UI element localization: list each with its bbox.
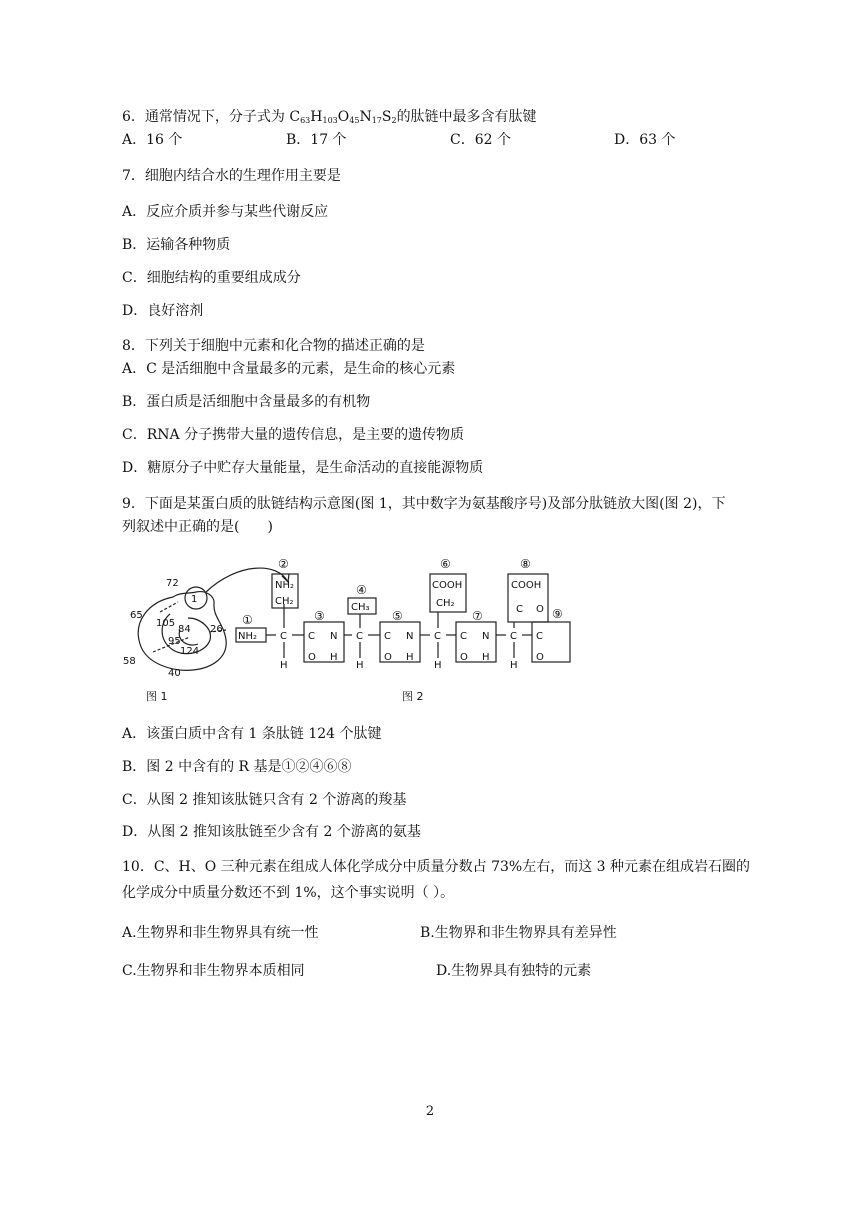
- fig2-o-2: O: [384, 652, 392, 663]
- q10-option-b: B.生物界和非生物界具有差异性: [420, 925, 617, 941]
- fig2-c-alpha-2: C: [356, 631, 363, 642]
- fig2-c-alpha-4: C: [510, 631, 517, 642]
- q6-option-a: A．16 个: [122, 132, 183, 148]
- label-5: ⑤: [392, 609, 403, 623]
- q9-option-a: A．该蛋白质中含有 1 条肽链 124 个肽键: [122, 726, 382, 742]
- q8-option-a: A．C 是活细胞中含量最多的元素，是生命的核心元素: [122, 361, 456, 377]
- question-10-stem-line1: 10．C、H、O 三种元素在组成人体化学成分中质量分数占 73%左右，而这 3 种元素在组成岩石圈的: [122, 859, 751, 875]
- q8-option-d: D．糖原分子中贮存大量能量，是生命活动的直接能源物质: [122, 460, 484, 476]
- fig1-num-40: 40: [168, 668, 181, 679]
- q6-option-c: C．62 个: [450, 132, 511, 148]
- q6-option-b: B．17 个: [286, 132, 347, 148]
- q10-option-d: D.生物界具有独特的元素: [436, 963, 592, 979]
- fig2-r2-nh2: NH₂: [275, 580, 295, 591]
- q6-s: S: [381, 109, 392, 125]
- fig2-c-4: C: [536, 631, 543, 642]
- question-9-stem-line2: 列叙述中正确的是( ): [122, 519, 273, 535]
- fig2-h-3: H: [356, 660, 364, 671]
- q9-option-c: C．从图 2 推知该肽链只含有 2 个游离的羧基: [122, 792, 407, 808]
- q9-option-d: D．从图 2 推知该肽链至少含有 2 个游离的氨基: [122, 824, 421, 840]
- fig1-dash-a: [160, 602, 178, 612]
- q6-h: H: [310, 109, 323, 125]
- page-number: 2: [425, 1104, 435, 1119]
- fig2-r8-cooh: COOH: [511, 580, 542, 591]
- fig1-num-65: 65: [130, 610, 143, 621]
- q7-option-a: A．反应介质并参与某些代谢反应: [122, 204, 329, 220]
- question-8-stem: 8．下列关于细胞中元素和化合物的描述正确的是: [122, 338, 425, 354]
- q7-option-c: C．细胞结构的重要组成成分: [122, 270, 301, 286]
- q6-stem-pre: 6．通常情况下，分子式为 C: [122, 109, 301, 125]
- fig2-c-alpha-3: C: [434, 631, 441, 642]
- q6-sub-c: 63: [300, 116, 311, 125]
- q10-option-a: A.生物界和非生物界具有统一性: [122, 925, 319, 941]
- q6-option-d: D．63 个: [614, 132, 676, 148]
- q6-sub-s: 2: [391, 116, 397, 125]
- fig1-num-58: 58: [123, 656, 136, 667]
- fig2-o-1: O: [308, 652, 316, 663]
- q6-o: O: [337, 109, 350, 125]
- label-9: ⑨: [552, 607, 563, 621]
- fig2-r8-c: C: [516, 604, 523, 615]
- fig2-h-4: H: [406, 652, 414, 663]
- question-6-stem: [122, 108, 537, 130]
- question-7-stem: 7．细胞内结合水的生理作用主要是: [122, 168, 341, 184]
- fig1-circle-label: 1: [191, 594, 198, 605]
- fig2-h-2: H: [330, 652, 338, 663]
- label-6: ⑥: [440, 557, 451, 571]
- fig2-c-1: C: [308, 631, 315, 642]
- fig2-nh2: NH₂: [238, 631, 258, 642]
- q7-option-b: B．运输各种物质: [122, 237, 231, 253]
- q7-option-d: D．良好溶剂: [122, 303, 204, 319]
- fig1-caption: 图 1: [146, 690, 168, 703]
- fig1-num-72: 72: [166, 578, 179, 589]
- peptide-figure: [118, 552, 588, 704]
- q6-sub-o: 45: [349, 116, 360, 125]
- label-3: ③: [314, 609, 325, 623]
- question-10-stem-line2: 化学成分中质量分数还不到 1%，这个事实说明（ ）。: [122, 885, 455, 901]
- fig1-num-84: 84: [178, 624, 191, 635]
- question-9-stem-line1: 9．下面是某蛋白质的肽链结构示意图(图 1，其中数字为氨基酸序号)及部分肽链放大图(图 2)，下: [122, 496, 726, 512]
- fig2-h-6: H: [482, 652, 490, 663]
- fig2-caption: 图 2: [402, 690, 424, 703]
- fig1-num-124: 124: [180, 646, 200, 657]
- fig2-o-3: O: [460, 652, 468, 663]
- fig2-n-2: N: [406, 631, 414, 642]
- q6-n: N: [359, 109, 372, 125]
- fig2-r4-ch3: CH₃: [351, 602, 370, 613]
- fig2-r8-o: O: [536, 604, 544, 615]
- fig1-num-26: 26: [210, 624, 223, 635]
- fig1-num-105: 105: [156, 618, 176, 629]
- q10-option-c: C.生物界和非生物界本质相同: [122, 963, 305, 979]
- fig2-h-7: H: [510, 660, 518, 671]
- fig2-r2-ch2: CH₂: [275, 596, 294, 607]
- fig2-r6-cooh: COOH: [432, 580, 463, 591]
- label-8: ⑧: [520, 557, 531, 571]
- fig2-c-3: C: [460, 631, 467, 642]
- fig2-h-1: H: [280, 660, 288, 671]
- q8-option-c: C．RNA 分子携带大量的遗传信息，是主要的遗传物质: [122, 427, 465, 443]
- q6-sub-h: 103: [322, 116, 338, 125]
- label-2: ②: [278, 557, 289, 571]
- fig2-r6-ch2: CH₂: [436, 598, 455, 609]
- q6-sub-n: 17: [371, 116, 382, 125]
- fig2-n-3: N: [482, 631, 490, 642]
- q9-option-b: B．图 2 中含有的 R 基是①②④⑥⑧: [122, 759, 352, 775]
- fig2-o-4: O: [536, 652, 544, 663]
- q6-stem-post: 的肽链中最多含有肽键: [396, 109, 537, 125]
- label-7: ⑦: [472, 609, 483, 623]
- fig2-h-5: H: [434, 660, 442, 671]
- fig2-c-alpha-1: C: [280, 631, 287, 642]
- label-1: ①: [242, 613, 253, 627]
- fig2-n-1: N: [330, 631, 338, 642]
- q8-option-b: B．蛋白质是活细胞中含量最多的有机物: [122, 394, 371, 410]
- label-4: ④: [356, 583, 367, 597]
- fig2-c-2: C: [384, 631, 391, 642]
- fig1-num-95: 95: [168, 636, 181, 647]
